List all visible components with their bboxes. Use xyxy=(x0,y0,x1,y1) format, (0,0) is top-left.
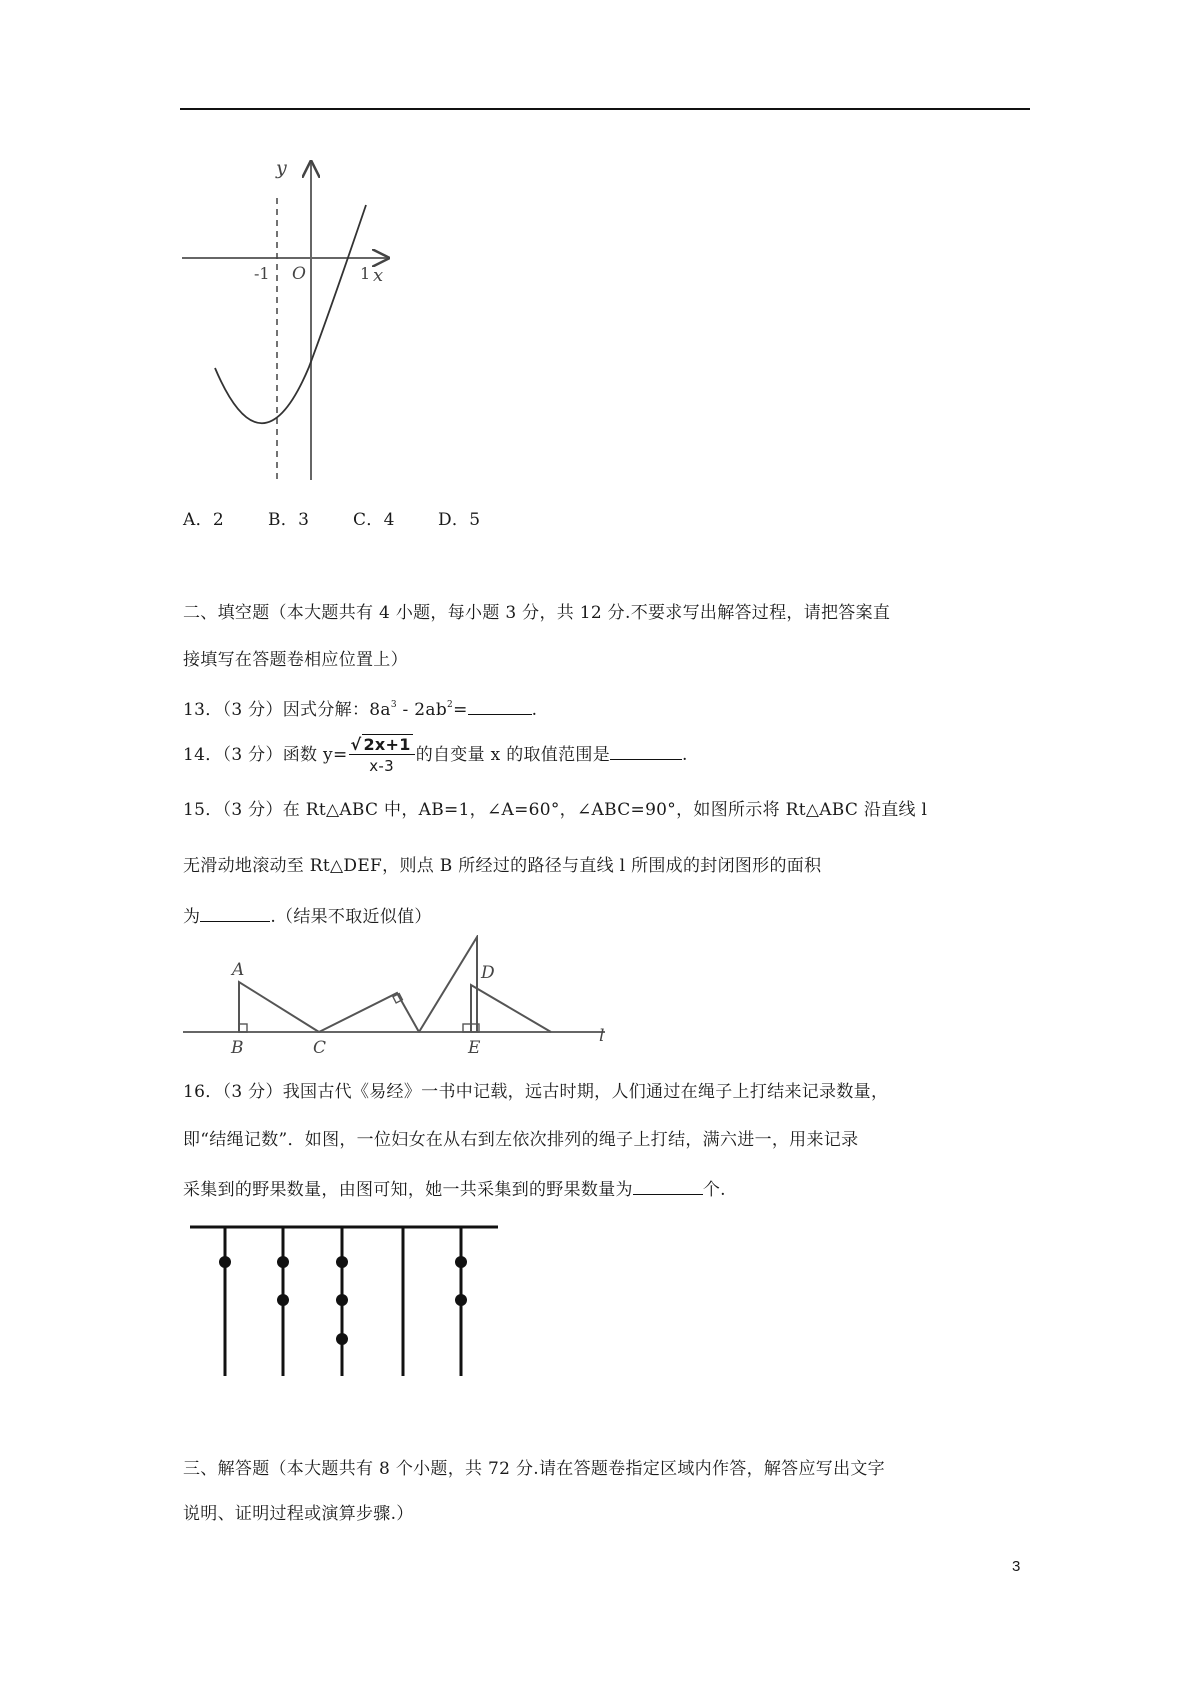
q15-line2: 无滑动地滚动至 Rt△DEF，则点 B 所经过的路径与直线 l 所围成的封闭图形的面积 xyxy=(183,856,822,876)
q15-line3-suffix: .（结果不取近似值） xyxy=(270,907,432,927)
q14-numerator: √ 2x+1 xyxy=(349,736,415,755)
knot xyxy=(336,1333,348,1345)
header-rule xyxy=(180,108,1030,110)
q15-answer-blank[interactable] xyxy=(200,906,270,922)
q14-denominator: x-3 xyxy=(369,757,394,775)
q14-answer-blank[interactable] xyxy=(610,744,682,760)
triangle-upright xyxy=(419,937,477,1032)
q14-fraction xyxy=(349,736,415,775)
question-13 xyxy=(183,699,537,720)
y-axis-label: y xyxy=(276,157,287,179)
right-angle-e xyxy=(463,1024,471,1032)
label-l: l xyxy=(599,1026,605,1046)
tick-1: 1 xyxy=(360,264,371,283)
q16-line3 xyxy=(183,1179,726,1200)
parabola-curve xyxy=(215,205,366,423)
parabola-figure xyxy=(170,150,410,485)
q16-line2: 即“结绳记数”．如图，一位妇女在从右到左依次排列的绳子上打结，满六进一，用来记录 xyxy=(183,1130,859,1150)
label-a: A xyxy=(232,960,245,980)
q13-exp2: 2 xyxy=(447,700,454,710)
label-c: C xyxy=(313,1038,327,1058)
question-14 xyxy=(183,736,688,775)
label-e: E xyxy=(468,1038,481,1058)
q13-middle: - 2ab xyxy=(396,700,448,720)
q13-prefix: 13．（3 分）因式分解：8a xyxy=(183,700,391,720)
rolling-triangle-figure xyxy=(175,935,635,1060)
knot xyxy=(277,1294,289,1306)
q13-exp1: 3 xyxy=(390,700,397,710)
section3-heading-line1: 三、解答题（本大题共有 8 个小题，共 72 分.请在答题卷指定区域内作答，解答应写出文字 xyxy=(183,1459,885,1479)
knotted-ropes-figure xyxy=(185,1222,505,1382)
label-b: B xyxy=(231,1038,244,1058)
choice-a: A．2 xyxy=(183,510,224,530)
label-d: D xyxy=(481,963,495,983)
q15-line3-prefix: 为 xyxy=(183,907,201,927)
page-number: 3 xyxy=(1012,1558,1021,1575)
triangle-abc xyxy=(239,982,319,1032)
choice-c: C．4 xyxy=(353,510,395,530)
q13-answer-blank[interactable] xyxy=(468,699,532,715)
knot xyxy=(336,1256,348,1268)
right-angle-b xyxy=(239,1024,247,1032)
section2-heading-line1: 二、填空题（本大题共有 4 小题，每小题 3 分，共 12 分.不要求写出解答过程，请把答案直 xyxy=(183,603,891,623)
q15-line3 xyxy=(183,906,432,927)
origin-label: O xyxy=(292,264,306,284)
knot xyxy=(219,1256,231,1268)
q13-eq: = xyxy=(453,700,468,720)
q13-end: . xyxy=(531,700,538,720)
q14-suffix: 的自变量 x 的取值范围是 xyxy=(415,745,610,765)
knot xyxy=(336,1294,348,1306)
q14-prefix: 14．（3 分）函数 y= xyxy=(183,745,348,765)
triangle-rolled xyxy=(319,993,419,1032)
section2-heading-line2: 接填写在答题卷相应位置上） xyxy=(183,650,408,670)
choice-b: B．3 xyxy=(268,510,310,530)
q16-line3-suffix: 个. xyxy=(702,1180,726,1200)
x-axis-label: x xyxy=(373,265,384,286)
q16-line1: 16．（3 分）我国古代《易经》一书中记载，远古时期，人们通过在绳子上打结来记录数量， xyxy=(183,1082,889,1102)
triangle-def xyxy=(471,985,551,1032)
q14-end: . xyxy=(682,745,688,765)
q14-radicand: 2x+1 xyxy=(363,735,411,754)
q16-answer-blank[interactable] xyxy=(633,1179,703,1195)
knot xyxy=(455,1256,467,1268)
knot xyxy=(277,1256,289,1268)
tick-neg1: -1 xyxy=(254,264,270,283)
q15-line1: 15．（3 分）在 Rt△ABC 中，AB=1，∠A=60°，∠ABC=90°，如图所示将 Rt△ABC 沿直线 l xyxy=(183,800,928,820)
section3-heading-line2: 说明、证明过程或演算步骤.） xyxy=(183,1504,414,1524)
q16-line3-prefix: 采集到的野果数量，由图可知，她一共采集到的野果数量为 xyxy=(183,1180,633,1200)
knot xyxy=(455,1294,467,1306)
choice-d: D．5 xyxy=(438,510,481,530)
